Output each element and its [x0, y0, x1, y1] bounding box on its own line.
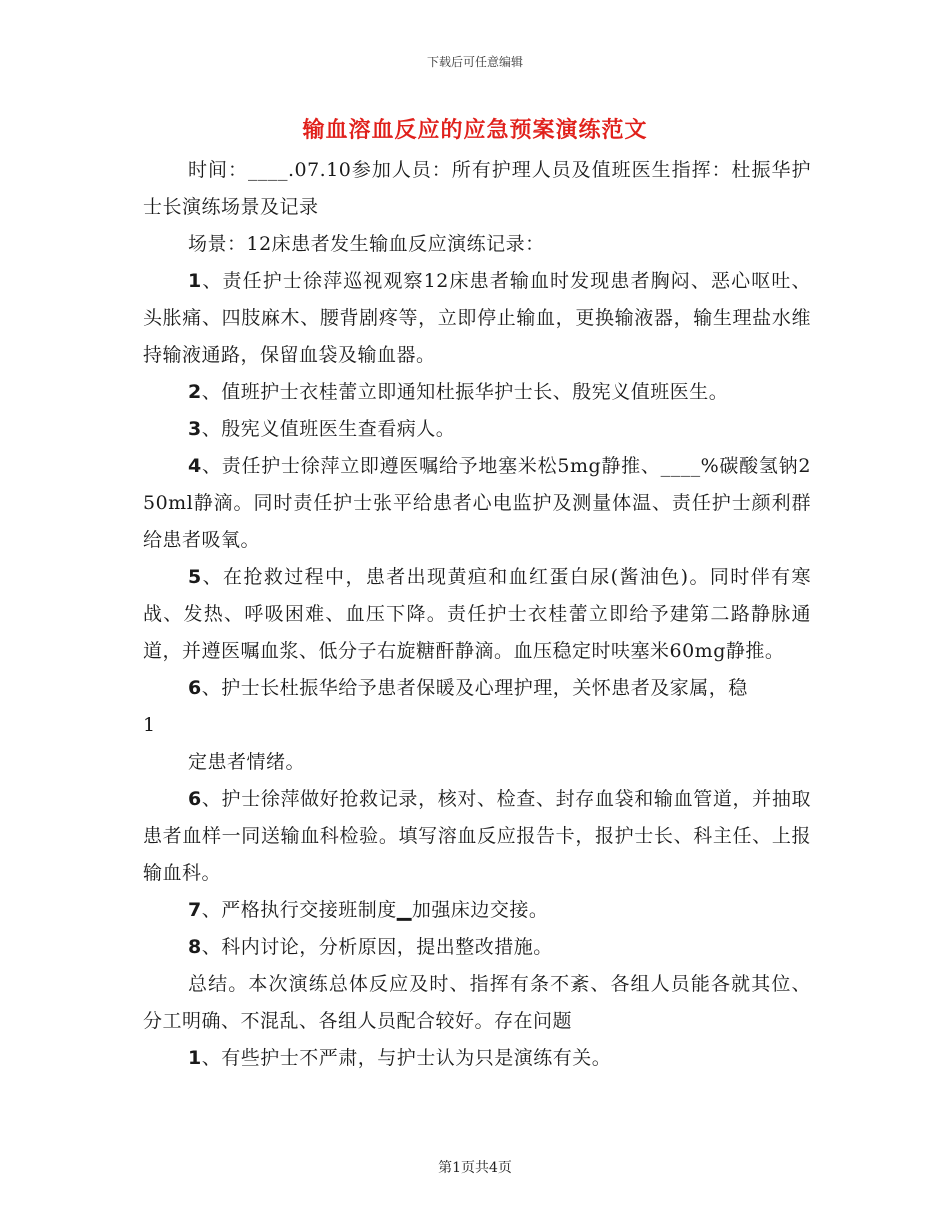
paragraph-text: 、责任护士徐萍巡视观察12床患者输血时发现患者胸闷、恶心呕吐、头胀痛、四肢麻木、腰背剧疼等，立即停止输血，更换输液器，输生理盐水维持输液通路，保留血袋及输血器。 — [143, 270, 811, 366]
paragraph-number: 1 — [188, 1047, 202, 1069]
paragraph-text: 场景：12床患者发生输血反应演练记录： — [188, 233, 545, 255]
document-title: 输血溶血反应的应急预案演练范文 — [302, 117, 648, 143]
paragraph-number: 3 — [188, 418, 202, 440]
paragraph — [143, 966, 811, 1040]
numbered-paragraph — [143, 670, 811, 707]
numbered-paragraph — [143, 448, 811, 559]
paragraph-text: 、严格执行交接班制度▁加强床边交接。 — [201, 899, 549, 921]
paragraph-number: 6 — [188, 788, 202, 810]
numbered-paragraph — [143, 781, 811, 892]
paragraph-number: 5 — [188, 566, 202, 588]
paragraph-text: 、护士长杜振华给予患者保暖及心理护理，关怀患者及家属，稳 — [201, 677, 748, 699]
paragraph-number: 2 — [188, 381, 202, 403]
document-body — [143, 152, 811, 1077]
paragraph-text: 、有些护士不严肃，与护士认为只是演练有关。 — [201, 1047, 612, 1069]
paragraph-text: 定患者情绪。 — [188, 751, 306, 773]
paragraph — [143, 226, 811, 263]
numbered-paragraph — [143, 263, 811, 374]
paragraph — [143, 152, 811, 226]
numbered-paragraph — [143, 374, 811, 411]
paragraph-text: 、责任护士徐萍立即遵医嘱给予地塞米松5mg静推、____%碳酸氢钠250ml静滴。同时责任护士张平给患者心电监护及测量体温、责任护士颜利群给患者吸氧。 — [143, 455, 811, 551]
paragraph — [143, 707, 811, 744]
numbered-paragraph — [143, 411, 811, 448]
paragraph-text: 时间：____.07.10参加人员：所有护理人员及值班医生指挥：杜振华护士长演练场景及记录 — [143, 159, 811, 218]
numbered-paragraph — [143, 1040, 811, 1077]
paragraph — [143, 744, 811, 781]
numbered-paragraph — [143, 892, 811, 929]
paragraph-number: 8 — [188, 936, 202, 958]
paragraph-number: 4 — [188, 455, 202, 477]
header-note: 下载后可任意编辑 — [426, 55, 523, 69]
paragraph-text: 1 — [143, 714, 156, 736]
paragraph-text: 、在抢救过程中，患者出现黄疸和血红蛋白尿(酱油色)。同时伴有寒战、发热、呼吸困难、血压下降。责任护士衣桂蕾立即给予建第二路静脉通道，并遵医嘱血浆、低分子右旋糖酐静滴。血压稳定时呋塞米60mg静推。 — [143, 566, 811, 662]
paragraph-text: 、护士徐萍做好抢救记录，核对、检查、封存血袋和输血管道，并抽取患者血样一同送输血科检验。填写溶血反应报告卡，报护士长、科主任、上报输血科。 — [143, 788, 811, 884]
page-number: 第1页共4页 — [438, 1160, 512, 1176]
paragraph-text: 总结。本次演练总体反应及时、指挥有条不紊、各组人员能各就其位、分工明确、不混乱、各组人员配合较好。存在问题 — [143, 973, 811, 1032]
paragraph-number: 6 — [188, 677, 202, 699]
paragraph-text: 、殷宪义值班医生查看病人。 — [201, 418, 456, 440]
paragraph-text: 、科内讨论，分析原因，提出整改措施。 — [201, 936, 553, 958]
paragraph-number: 7 — [188, 899, 202, 921]
paragraph-text: 、值班护士衣桂蕾立即通知杜振华护士长、殷宪义值班医生。 — [201, 381, 729, 403]
numbered-paragraph — [143, 929, 811, 966]
numbered-paragraph — [143, 559, 811, 670]
paragraph-number: 1 — [188, 270, 202, 292]
